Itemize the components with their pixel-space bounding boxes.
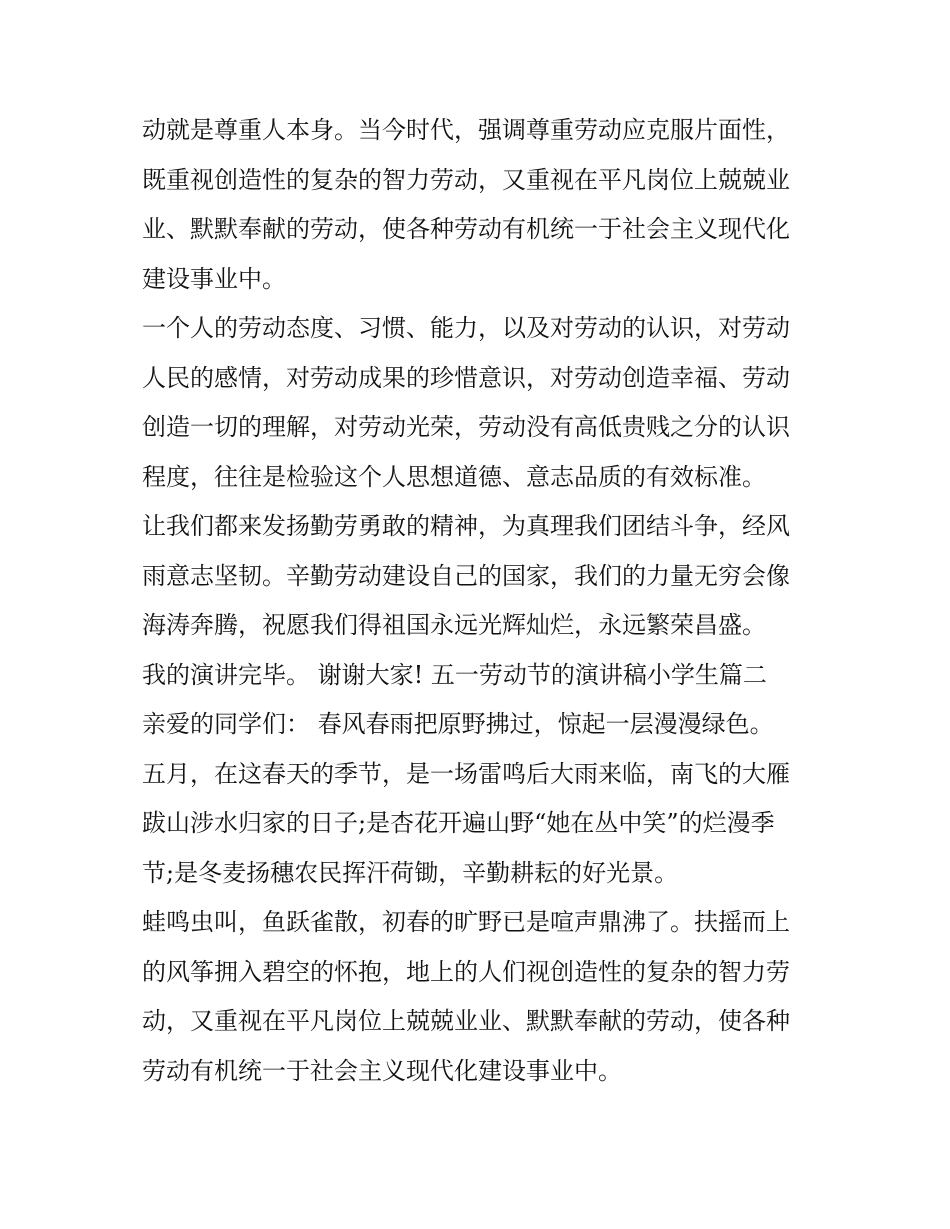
- text-line: 亲爱的同学们： 春风春雨把原野拂过，惊起一层漫漫绿色。: [142, 710, 774, 738]
- text-line: 海涛奔腾，祝愿我们得祖国永远光辉灿烂，永远繁荣昌盛。: [142, 611, 766, 639]
- text-line: 动就是尊重人本身。当今时代，强调尊重劳动应克服片面性，: [142, 116, 790, 144]
- text-line: 五月，在这春天的季节，是一场雷鸣后大雨来临，南飞的大雁: [142, 759, 790, 788]
- text-line: 程度，往往是检验这个人思想道德、意志品质的有效标准。: [142, 462, 766, 491]
- text-line: 蛙鸣虫叫，鱼跃雀散，初春的旷野已是喧声鼎沸了。扶摇而上: [142, 908, 790, 936]
- text-line: 动，又重视在平凡岗位上兢兢业业、默默奉献的劳动，使各种: [142, 1007, 790, 1035]
- text-line: 既重视创造性的复杂的智力劳动，又重视在平凡岗位上兢兢业: [142, 165, 790, 194]
- text-line: 一个人的劳动态度、习惯、能力，以及对劳动的认识，对劳动: [142, 314, 790, 342]
- text-line: 雨意志坚韧。辛勤劳动建设自己的国家，我们的力量无穷会像: [142, 561, 790, 590]
- text-line: 人民的感情，对劳动成果的珍惜意识，对劳动创造幸福、劳动: [142, 363, 790, 392]
- text-line: 让我们都来发扬勤劳勇敢的精神，为真理我们团结斗争，经风: [142, 512, 790, 540]
- text-line: 节;是冬麦扬穗农民挥汗荷锄，辛勤耕耘的好光景。: [142, 858, 679, 887]
- text-line: 跋山涉水归家的日子;是杏花开遍山野“她在丛中笑”的烂漫季: [142, 809, 775, 837]
- text-line: 劳动有机统一于社会主义现代化建设事业中。: [142, 1056, 622, 1085]
- text-line: 的风筝拥入碧空的怀抱，地上的人们视创造性的复杂的智力劳: [142, 957, 790, 986]
- text-line: 建设事业中。: [142, 264, 286, 293]
- text-line: 创造一切的理解，对劳动光荣，劳动没有高低贵贱之分的认识: [142, 413, 790, 441]
- document-body: [142, 106, 822, 1096]
- text-line: 我的演讲完毕。 谢谢大家! 五一劳动节的演讲稿小学生篇二: [142, 660, 767, 689]
- text-line: 业、默默奉献的劳动，使各种劳动有机统一于社会主义现代化: [142, 215, 790, 243]
